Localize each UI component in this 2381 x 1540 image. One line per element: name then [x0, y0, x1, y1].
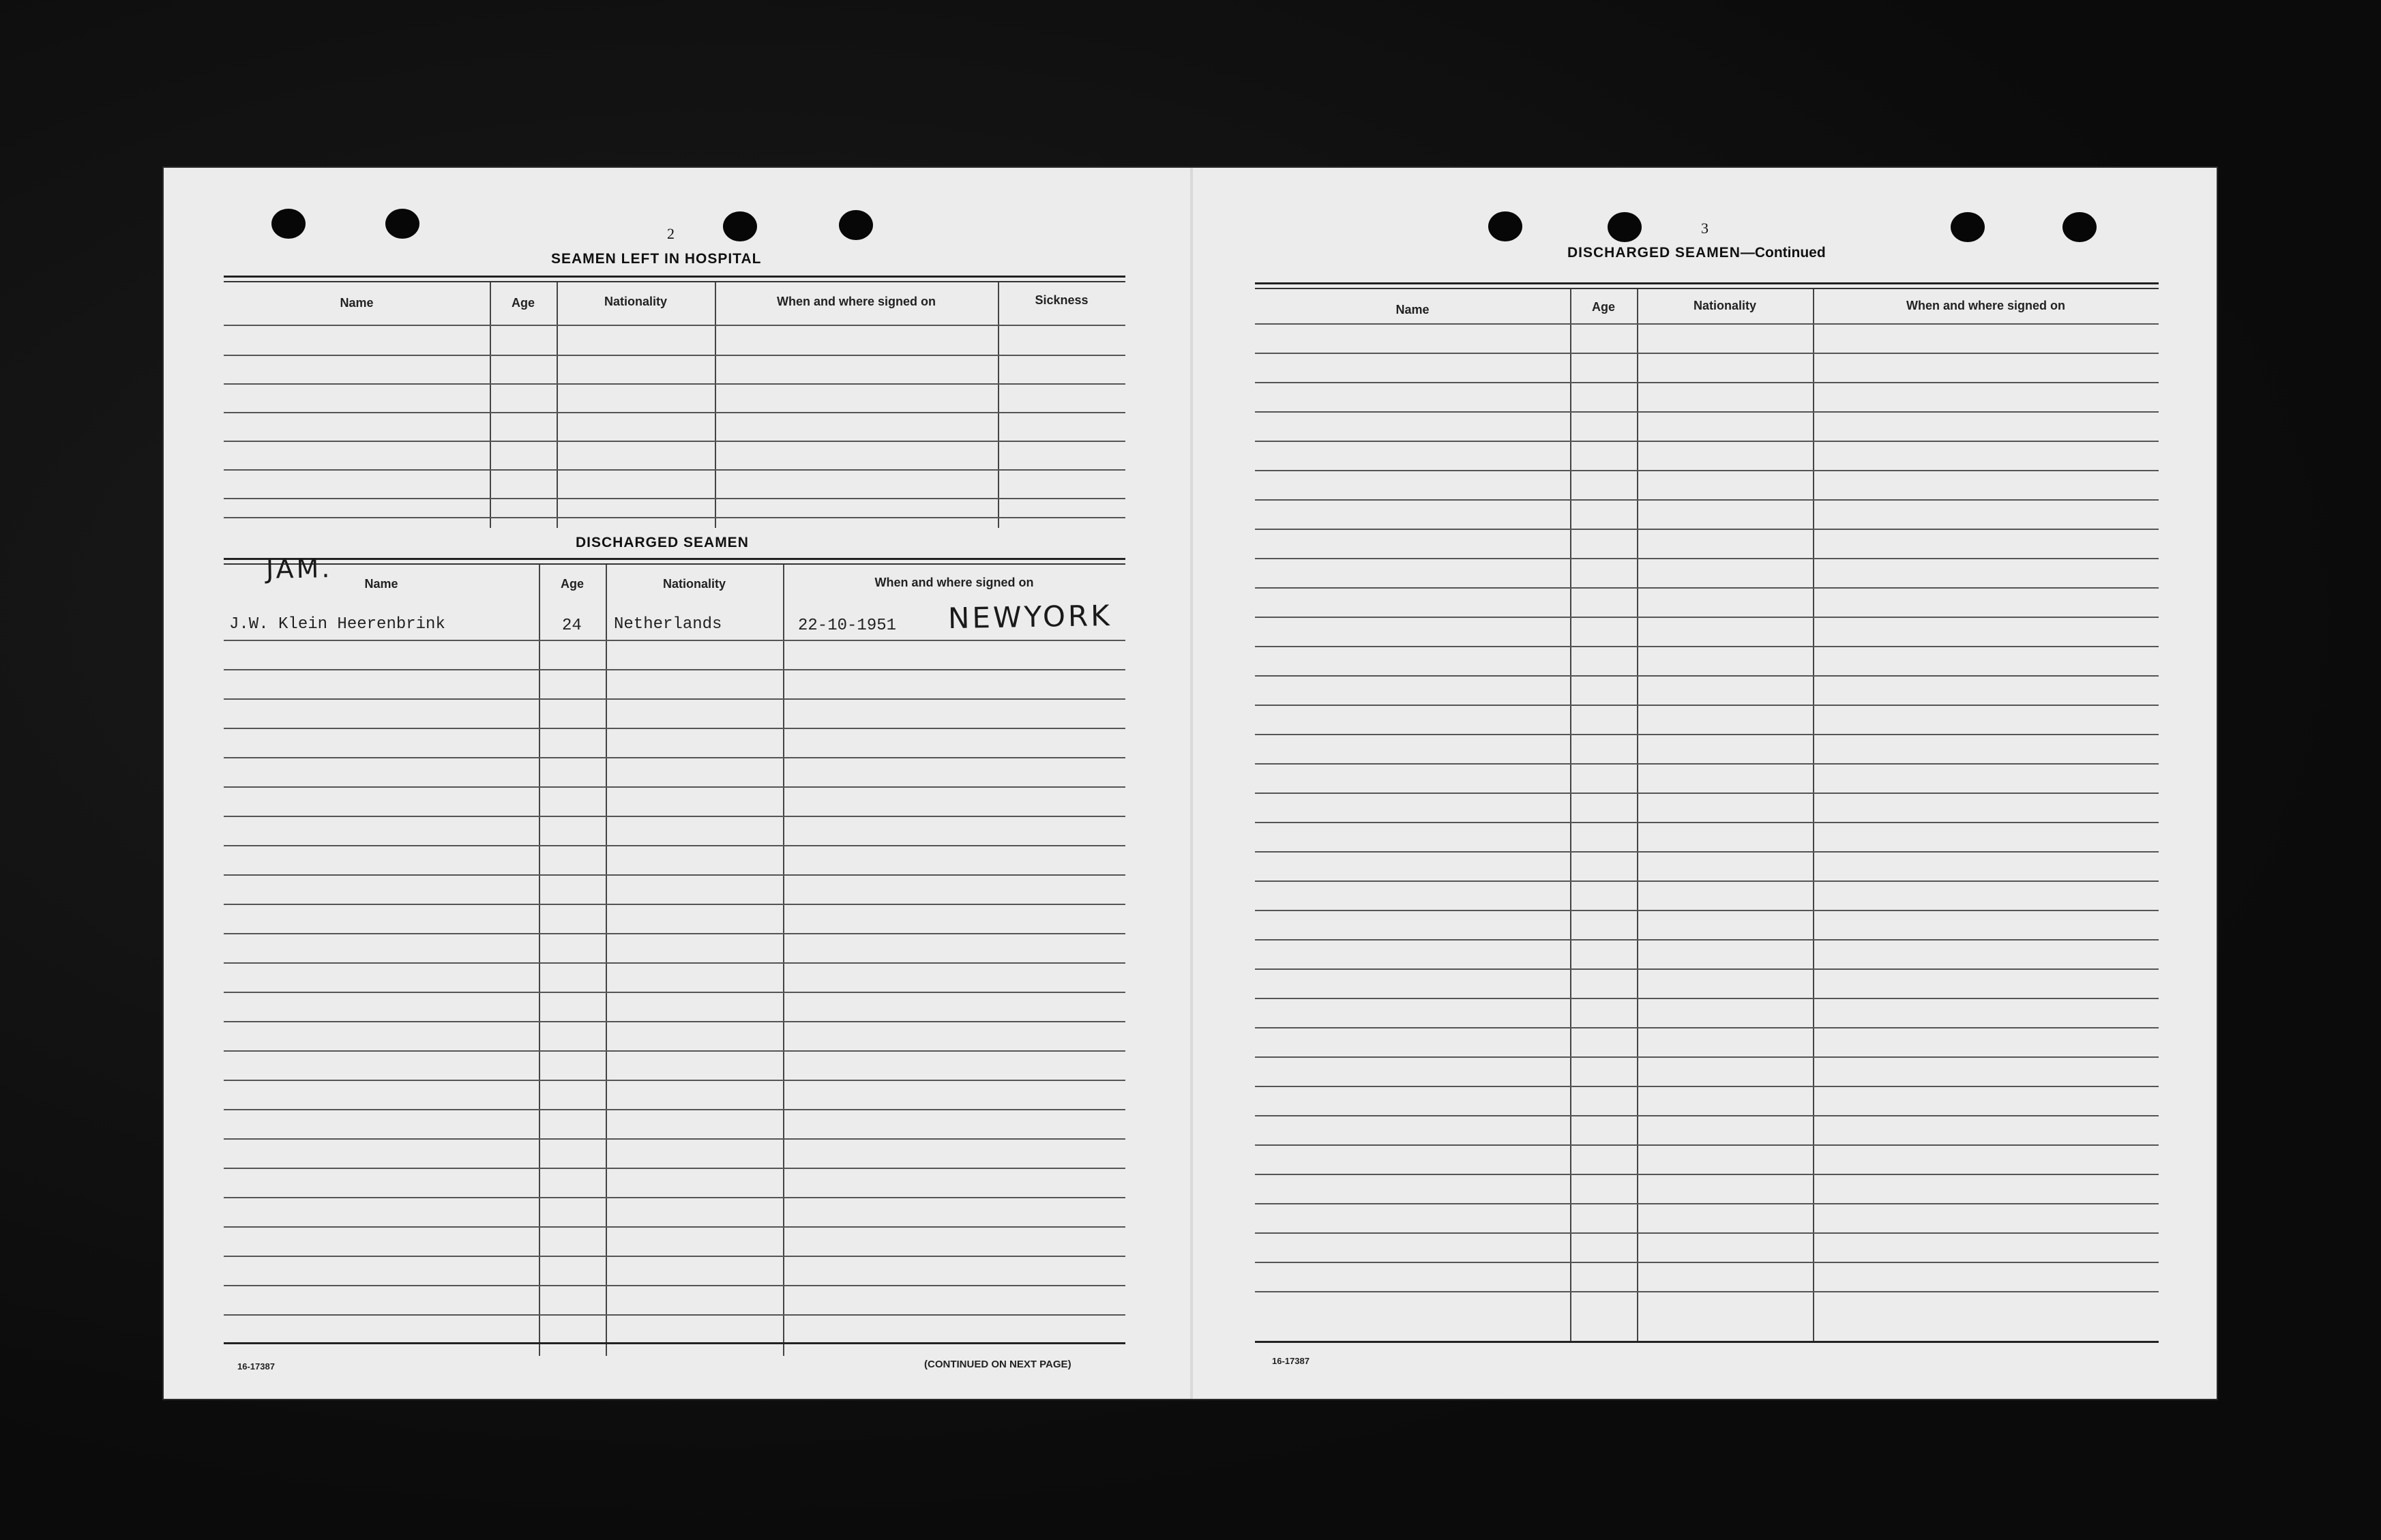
form-number: 16-17387 [237, 1361, 275, 1372]
table-row [224, 1197, 1125, 1198]
continued-note: (CONTINUED ON NEXT PAGE) [924, 1359, 1071, 1370]
table-row [1255, 323, 2159, 325]
handwritten-place: NEWYORK [947, 598, 1113, 636]
table-row [1255, 793, 2159, 794]
table-row [224, 1168, 1125, 1169]
handwritten-name-correction: JAM. [265, 553, 333, 584]
table-row [1255, 822, 2159, 823]
table-row [1255, 353, 2159, 354]
table-row [1255, 910, 2159, 911]
punch-hole [723, 211, 757, 241]
table-row [224, 1256, 1125, 1257]
table-row [1255, 441, 2159, 442]
table-row [1255, 734, 2159, 735]
table-row [1255, 558, 2159, 559]
table-row [224, 1080, 1125, 1081]
table-row [224, 698, 1125, 700]
table-row [224, 1226, 1125, 1228]
table-row [224, 517, 1125, 518]
table-row [224, 441, 1125, 442]
discharged-section-title: DISCHARGED SEAMEN [576, 535, 749, 550]
table-row [1255, 1262, 2159, 1263]
column-header: Age [560, 577, 584, 591]
table-row [1255, 998, 2159, 999]
table-row [224, 1285, 1125, 1286]
continued-section-title: DISCHARGED SEAMEN—Continued [1567, 245, 1826, 261]
column-header: Sickness [1035, 293, 1089, 307]
table-row [1255, 411, 2159, 413]
table-row [224, 1050, 1125, 1052]
table-row [224, 786, 1125, 788]
table-row [1255, 646, 2159, 647]
table-row [1255, 1056, 2159, 1058]
column-header: Age [1591, 300, 1615, 314]
table-row [1255, 499, 2159, 501]
column-header: Name [340, 296, 374, 310]
table-row [1255, 851, 2159, 853]
table-row [1255, 763, 2159, 765]
table-row [1255, 1174, 2159, 1175]
column-header: Nationality [1693, 299, 1756, 312]
column-header: Name [364, 577, 398, 591]
table-row [224, 640, 1125, 641]
table-row [224, 904, 1125, 905]
table-row [1255, 617, 2159, 618]
punch-hole [1951, 212, 1985, 242]
discharged-continued-table [1255, 282, 2159, 1346]
table-row [1255, 382, 2159, 383]
column-header: Nationality [604, 295, 667, 308]
table-row [224, 1314, 1125, 1316]
column-header: When and where signed on [776, 295, 936, 308]
column-header: Nationality [662, 577, 726, 591]
ledger-sheet [164, 168, 2217, 1399]
page-fold [1190, 168, 1193, 1399]
table-row [224, 325, 1125, 326]
entry-age: 24 [562, 617, 582, 635]
table-row [224, 669, 1125, 670]
hospital-section-title: SEAMEN LEFT IN HOSPITAL [551, 251, 762, 267]
table-row [1255, 675, 2159, 677]
punch-hole [385, 209, 419, 239]
table-row [1255, 1232, 2159, 1234]
table-row [224, 412, 1125, 413]
table-row [224, 1138, 1125, 1140]
table-row [1255, 1086, 2159, 1087]
table-row [224, 992, 1125, 993]
table-row [224, 845, 1125, 846]
table-row [1255, 529, 2159, 530]
table-row [224, 874, 1125, 876]
page-number: 3 [1701, 220, 1709, 237]
table-row [224, 933, 1125, 934]
table-row [1255, 1291, 2159, 1292]
table-row [1255, 1027, 2159, 1028]
table-row [224, 1109, 1125, 1110]
column-header: When and where signed on [1906, 299, 2065, 312]
table-row [1255, 587, 2159, 589]
table-row [1255, 1203, 2159, 1204]
table-row [224, 757, 1125, 758]
table-row [224, 728, 1125, 729]
punch-hole [2062, 212, 2097, 242]
table-row [224, 498, 1125, 499]
punch-hole [1488, 211, 1522, 241]
table-row [224, 816, 1125, 817]
table-row [224, 469, 1125, 471]
table-row [224, 383, 1125, 385]
table-row [1255, 939, 2159, 941]
form-number: 16-17387 [1272, 1356, 1310, 1366]
column-header: When and where signed on [874, 576, 1034, 589]
discharged-table [224, 553, 1125, 1356]
punch-hole [271, 209, 306, 239]
entry-nationality: Netherlands [614, 615, 722, 634]
punch-hole [1608, 212, 1642, 242]
page-number: 2 [667, 225, 675, 242]
punch-hole [839, 210, 873, 240]
table-row [1255, 968, 2159, 970]
table-row [224, 962, 1125, 964]
entry-name: J.W. Klein Heerenbrink [229, 615, 445, 634]
table-row [1255, 1115, 2159, 1116]
column-header: Age [511, 296, 535, 310]
table-row [1255, 470, 2159, 471]
entry-signed-on-date: 22-10-1951 [798, 617, 897, 635]
table-row [1255, 880, 2159, 882]
table-row [1255, 1144, 2159, 1146]
table-row [224, 355, 1125, 356]
table-row [224, 1021, 1125, 1022]
table-row [1255, 705, 2159, 706]
column-header: Name [1395, 303, 1430, 316]
